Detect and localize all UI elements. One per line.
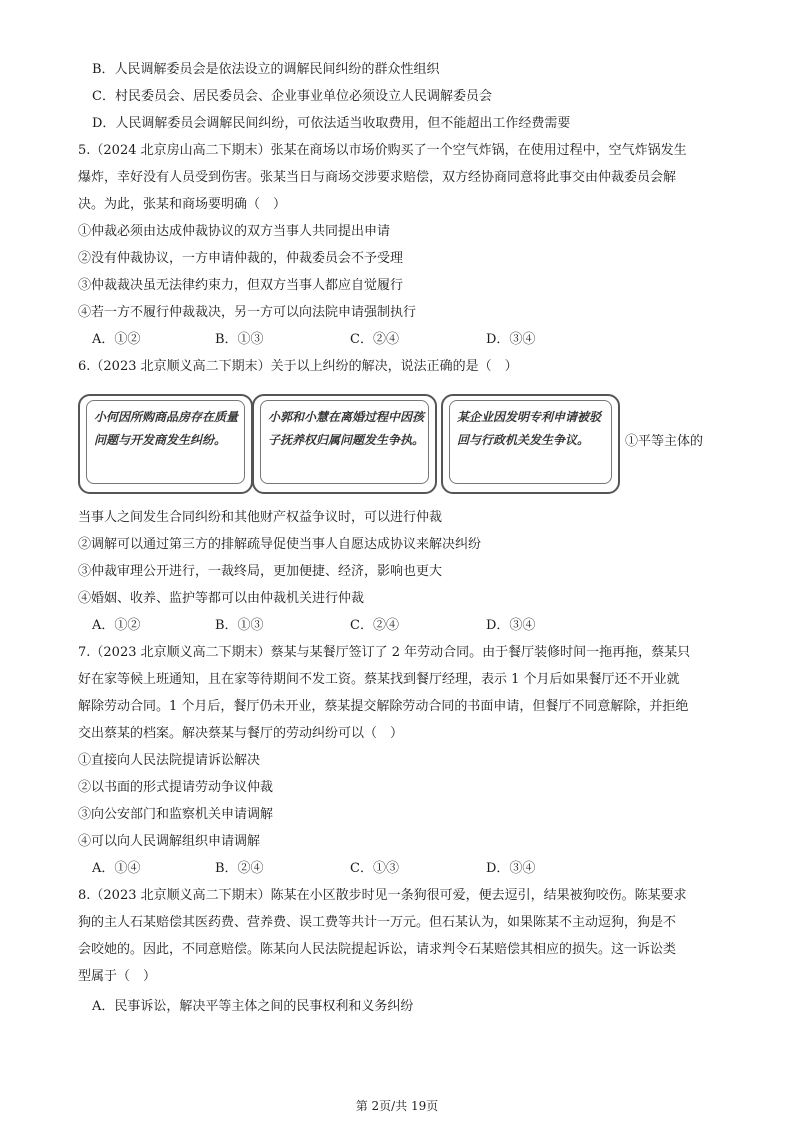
q6-case-text-1: 小何因所购商品房存在质量问题与开发商发生纠纷。: [94, 410, 239, 447]
q7-stem-line-4: 交出蔡某的档案。解决蔡某与餐厅的劳动纠纷可以（ ）: [78, 726, 404, 741]
q6-case-card-2: [252, 394, 437, 494]
q5-item-3: ③仲裁裁决虽无法律约束力，但双方当事人都应自觉履行: [78, 278, 404, 293]
q7-choice-b: B．②④: [215, 861, 264, 876]
q7-item-3: ③向公安部门和监察机关申请调解: [78, 807, 274, 822]
q5-choice-d: D．③④: [486, 332, 536, 347]
q6-choice-c: C．②④: [350, 618, 399, 633]
q7-choice-d: D．③④: [486, 861, 536, 876]
q6-case-text-2: 小郭和小慧在离婚过程中因孩子抚养权归属问题发生争执。: [268, 410, 425, 447]
q8-stem-line-4: 型属于（ ）: [78, 969, 157, 984]
q7-choices: [92, 859, 732, 879]
q6-case-card-1: [78, 394, 253, 494]
q7-choice-c: C．①③: [350, 861, 399, 876]
q8-stem-line-1: 8.（2023 北京顺义高二下期末）陈某在小区散步时见一条狗很可爱，便去逗引，结果被狗咬伤。陈某要求: [78, 888, 687, 903]
q6-choice-a: A．①②: [92, 618, 141, 633]
q7-item-2: ②以书面的形式提请劳动争议仲裁: [78, 780, 274, 795]
q7-item-1: ①直接向人民法院提请诉讼解决: [78, 753, 261, 768]
q7-stem-line-2: 好在家等候上班通知，且在家等待期间不发工资。蔡某找到餐厅经理，表示 1 个月后如果餐厅还不开业就: [78, 672, 680, 687]
q6-stem: 6.（2023 北京顺义高二下期末）关于以上纠纷的解决，说法正确的是（ ）: [78, 359, 518, 374]
q6-choice-d: D．③④: [486, 618, 536, 633]
q4-option-b: B．人民调解委员会是依法设立的调解民间纠纷的群众性组织: [92, 62, 440, 77]
q7-stem-line-1: 7.（2023 北京顺义高二下期末）蔡某与某餐厅签订了 2 年劳动合同。由于餐厅装修时间一拖再拖，蔡某只: [78, 645, 691, 660]
q8-stem-line-3: 会咬她的。因此，不同意赔偿。陈某向人民法院提起诉讼，请求判令石某赔偿其相应的损失。这一诉讼类: [78, 942, 677, 957]
q5-choices: [92, 330, 732, 350]
q5-choice-b: B．①③: [215, 332, 264, 347]
q6-choice-b: B．①③: [215, 618, 264, 633]
q6-item-4: ④婚姻、收养、监护等都可以由仲裁机关进行仲裁: [78, 591, 365, 606]
q8-option-a: A．民事诉讼，解决平等主体之间的民事权利和义务纠纷: [92, 999, 414, 1014]
q4-option-d: D．人民调解委员会调解民间纠纷，可依法适当收取费用，但不能超出工作经费需要: [92, 116, 571, 131]
q8-stem-line-2: 狗的主人石某赔偿其医药费、营养费、误工费等共计一万元。但石某认为，如果陈某不主动逗狗，狗是不: [78, 915, 677, 930]
q5-choice-c: C．②④: [350, 332, 399, 347]
q5-stem-line-2: 爆炸，幸好没有人员受到伤害。张某当日与商场交涉要求赔偿，双方经协商同意将此事交由仲裁委员会解: [78, 170, 677, 185]
q7-choice-a: A．①④: [92, 861, 141, 876]
q6-item-1-head: ①平等主体的: [625, 434, 704, 449]
q6-item-2: ②调解可以通过第三方的排解疏导促使当事人自愿达成协议来解决纠纷: [78, 537, 482, 552]
q6-item-3: ③仲裁审理公开进行，一裁终局，更加便捷、经济，影响也更大: [78, 564, 443, 579]
q5-stem-line-3: 决。为此，张某和商场要明确（ ）: [78, 197, 287, 212]
page-number: 第 2页/共 19页: [355, 1099, 439, 1113]
q5-item-2: ②没有仲裁协议，一方申请仲裁的，仲裁委员会不予受理: [78, 251, 404, 266]
q5-item-4: ④若一方不履行仲裁裁决，另一方可以向法院申请强制执行: [78, 305, 417, 320]
q5-choice-a: A．①②: [92, 332, 141, 347]
q6-item-1-tail: 当事人之间发生合同纠纷和其他财产权益争议时，可以进行仲裁: [78, 510, 443, 525]
q7-item-4: ④可以向人民调解组织申请调解: [78, 834, 261, 849]
q5-stem-line-1: 5.（2024 北京房山高二下期末）张某在商场以市场价购买了一个空气炸锅，在使用过程中，空气炸锅发生: [78, 143, 687, 158]
q6-case-card-3: [441, 394, 620, 494]
q4-option-c: C．村民委员会、居民委员会、企业事业单位必须设立人民调解委员会: [92, 89, 492, 104]
q7-stem-line-3: 解除劳动合同。1 个月后，餐厅仍未开业，蔡某提交解除劳动合同的书面申请，但餐厅不同意解除，并拒绝: [78, 699, 689, 714]
q6-choices: [92, 616, 732, 636]
q6-case-text-3: 某企业因发明专利申请被驳回与行政机关发生争议。: [457, 410, 602, 447]
q5-item-1: ①仲裁必须由达成仲裁协议的双方当事人共同提出申请: [78, 224, 391, 239]
